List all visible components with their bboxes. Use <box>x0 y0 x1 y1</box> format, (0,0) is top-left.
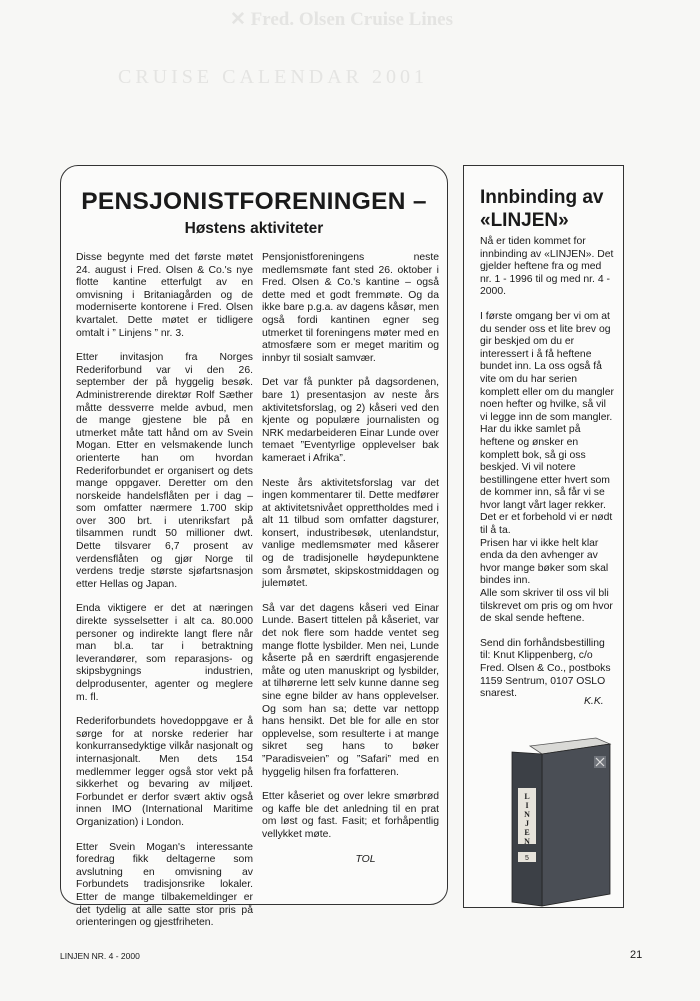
binder-spine-letter: L <box>524 792 530 801</box>
bleed-through-header: ✕ Fred. Olsen Cruise Lines <box>230 9 453 30</box>
sidebar-title <box>480 186 604 232</box>
article-paragraph: Etter Svein Mogan's interessante foredrag fikk deltagerne som avslutning en omvisning av Forbundets tradisjonsrike lokaler. Etter de mange tilbakemeldinger er det tydelig at alle satte stor pris på orienteringen og gjestfriheten. <box>76 841 253 929</box>
binder-spine-letter: J <box>525 819 529 828</box>
bleed-through-calendar: CRUISE CALENDAR 2001 <box>118 66 429 88</box>
issue-footer: LINJEN NR. 4 - 2000 <box>60 951 140 961</box>
binder-spine-letter: N <box>524 837 530 846</box>
article-paragraph: Etter kåseriet og over lekre smørbrød og kaffe ble det anledning til en prat om løst og fast. Fasit; et forhåpentlig vellykket møte. <box>262 791 439 840</box>
binder-spine-letter: I <box>525 801 529 810</box>
article-column-left <box>76 252 253 930</box>
sidebar-paragraph: Prisen har vi ikke helt klar enda da den avhenger av hvor mange bøker som skal bindes inn. <box>480 537 609 587</box>
article-paragraph: Enda viktigere er det at næringen direkte sysselsetter i alt ca. 80.000 personer og indirekte langt flere når man bl.a. tar i betraktning leverandører, som reparasjons- og skipsbygnings industrien, delprodusenter, agenter og meglere m. fl. <box>76 603 253 703</box>
sidebar-paragraph: Nå er tiden kommet for innbinding av «LINJEN». Det gjelder heftene fra og med nr. 1 - 1996 til og med nr. 4 - 2000. <box>480 236 614 298</box>
sidebar-title-line1: Innbinding av <box>480 187 604 208</box>
article-paragraph: Det var få punkter på dagsordenen, bare 1) presentasjon av neste års aktivitetsforslag, og 2) kåseri ved den kjente og populære journalisten og NRK medarbeideren Einar Lunde over temaet ”Eventyrlige opplevelser bak kameraet i Afrika”. <box>262 377 439 464</box>
sidebar-body <box>480 236 614 713</box>
article-column-right <box>262 252 439 866</box>
page-number: 21 <box>630 949 643 961</box>
bound-volume-illustration <box>504 736 616 911</box>
binder-spine-letter: N <box>524 810 530 819</box>
sidebar-paragraph: I første omgang ber vi om at du sender oss et lite brev og gir beskjed om du er interessert i å få heftene bundet inn. La oss også få vite om du har serien komplett eller om du mangler noen hefter og hvilke, så vil vi legge inn de som mangler. <box>480 310 614 423</box>
binder-spine-letter: E <box>524 828 530 837</box>
sidebar-paragraph: Alle som skriver til oss vil bli tilskrevet om pris og om hvor de skal sende heftene. <box>480 588 613 625</box>
binder-spine-number: 5 <box>525 855 529 862</box>
fred-olsen-logo-icon <box>594 756 606 768</box>
article-paragraph: Etter invitasjon fra Norges Rederiforbund var vi den 26. september der på hyggelig besøk. Administrerende direktør Rolf Sæther måtte dessverre melde avbud, men de mange gjestene ble på en utmerket måte tatt hånd om av Svein Mogan. Etter en velsmakende lunch orienterte han om hvordan Rederiforbundet er organisert og dets mange oppgaver. Deretter om den norskeide handelsflåten per i dag – som omfatter nærmere 1.700 skip over 300 brt. i utenriksfart på tilsammen rundt 50 millioner dwt. Dette tilsvarer 6,7 prosent av verdensflåten og gjør Norge til verdens tredje største sjøfartsnasjon etter Hellas og Japan. <box>76 352 253 590</box>
pensjonist-article-box <box>60 165 448 929</box>
article-paragraph: Så var det dagens kåseri ved Einar Lunde. Basert tittelen på kåseriet, var det nok flere som hadde ventet seg mange flotte lysbilder. Men nei, Lunde kåserte på en særdrift engasjerende måte og uten manuskript og lysbilder, at tilhørerne lett selv kunne danne seg sine egne bilder av hans opplevelser. Og som han sa; dette var nettopp hans hensikt. Det ble for alle en stor opplevelse, som resulterte i at mange sikret seg hans to bøker ”Paradisveien” og ”Safari” med en hyggelig hilsen fra forfatteren. <box>262 602 439 778</box>
innbinding-sidebar-box <box>463 165 624 908</box>
article-signature: TOL <box>355 853 376 865</box>
article-paragraph: Disse begynte med det første møtet 24. august i Fred. Olsen & Co.'s nye flotte kantine etterfulgt av en omvisning i Britaniagården og de moderniserte kontorene i Fred. Olsen kvartalet. Dette møtet er tidligere omtalt i ” Linjens ” nr. 3. <box>76 252 253 339</box>
sidebar-paragraph: Har du ikke samlet på heftene og ønsker en komplett bok, så gi oss beskjed. Vi vil notere bestillingene etter hvert som de kommer inn, så får vi se hvor langt vårt lager rekker. <box>480 424 610 511</box>
article-title: PENSJONISTFORENINGEN – <box>81 188 427 215</box>
sidebar-title-line2: «LINJEN» <box>480 210 569 231</box>
sidebar-paragraph: Det er et forbehold vi er nødt til å ta. <box>480 512 613 537</box>
article-paragraph: Rederiforbundets hovedoppgave er å sørge for at norske rederier har konkurransedyktige vilkår nasjonalt og internasjonalt. Men dets 154 medlemmer legger også stor vekt på sikkerhet og bevaring av miljøet. Forbundet er derfor svært aktiv også innen IMO (International Maritime Organization) i London. <box>76 716 253 828</box>
article-paragraph: Neste års aktivitetsforslag var det ingen kommentarer til. Dette medfører at aktivitetsnivået opprettholdes med i alt 11 tilbud som omfatter dagsturer, konsert, industribesøk, utenlandstur, vanlige medlemsmøter med kåserer og de tradisjonelle høydepunktene som årsmøtet, skipskostmiddagen og julemøtet. <box>262 477 439 590</box>
sidebar-paragraph: Send din forhåndsbestilling til: Knut Klippenberg, c/o Fred. Olsen & Co., postboks 1159 Sentrum, 0107 OSLO snarest. <box>480 637 611 700</box>
article-subtitle: Høstens aktiviteter <box>184 220 324 237</box>
sidebar-signature: K.K. <box>584 696 604 707</box>
article-paragraph: Pensjonistforeningens neste medlemsmøte fant sted 26. oktober i Fred. Olsen & Co.'s kantine – også dette med et godt fremmøte. Og da ikke bare p.g.a. av dagens kåsør, men også fordi kantinen egner seg utmerket til foreningens møter med en atmosfære som er meget maritim og innbyr til sosialt samvær. <box>262 252 439 364</box>
